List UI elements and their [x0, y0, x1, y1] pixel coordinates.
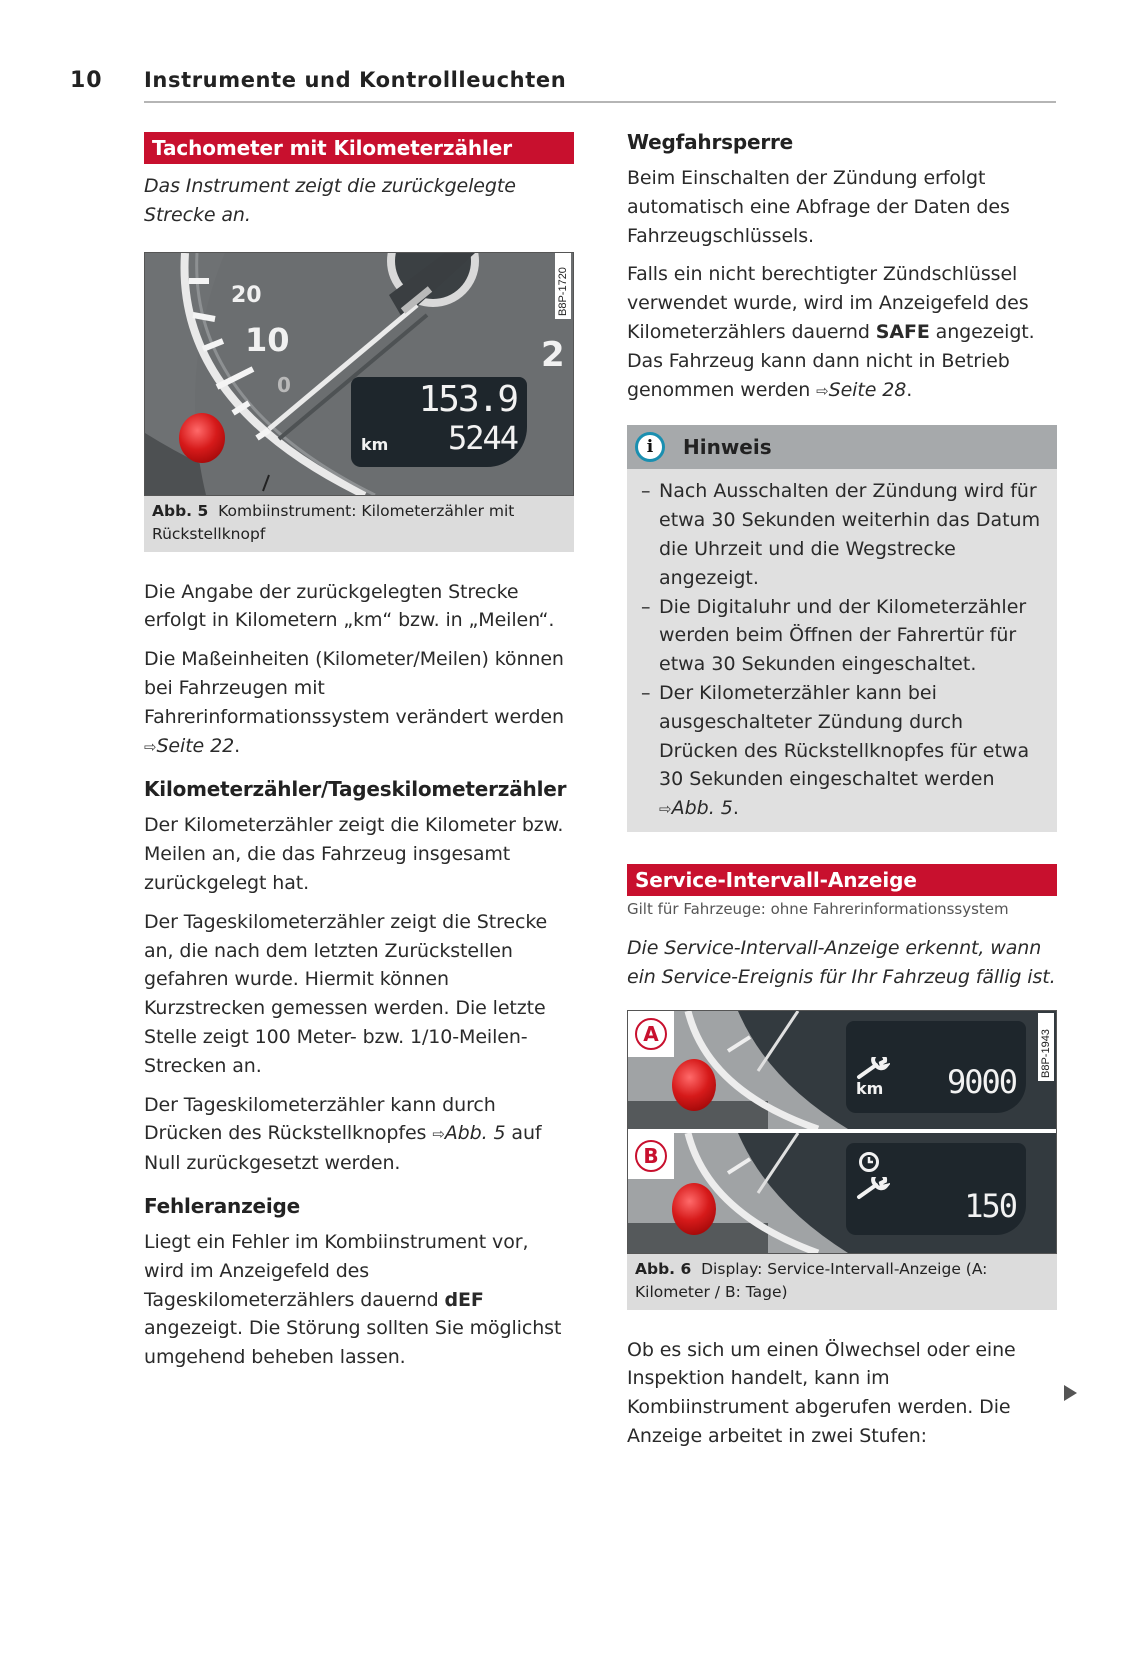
- note-list: [627, 469, 1057, 832]
- heading-error-display: Fehleranzeige: [144, 1193, 301, 1218]
- arrow-ref-icon: ⇨: [432, 1125, 445, 1144]
- paragraph-service-stages: Ob es sich um einen Ölwechsel oder eine Inspektion handelt, kann im Kombiinstrument abgerufen werden. Die Anzeige arbeitet in zwei Stufen:: [627, 1338, 1016, 1447]
- figure-code: B8P-1720: [555, 253, 571, 319]
- left-column: [144, 132, 574, 1372]
- note-title: Hinweis: [683, 435, 772, 460]
- heading-immobilizer: Wegfahrsperre: [627, 130, 794, 154]
- panel-a-badge: [628, 1011, 674, 1057]
- wrench-icon: [856, 1177, 890, 1201]
- info-icon: i: [635, 432, 665, 462]
- paragraph-immobilizer-check: Beim Einschalten der Zündung erfolgt automatisch eine Abfrage der Daten des Fahrzeugschlüssels.: [627, 167, 1010, 247]
- note-box: [627, 425, 1057, 832]
- service-display-b: [846, 1143, 1026, 1235]
- note-header: [627, 425, 1057, 469]
- paragraph-odometer: Der Kilometerzähler zeigt die Kilometer bzw. Meilen an, die das Fahrzeug insgesamt zurückgelegt hat.: [144, 814, 564, 894]
- note-item: – Nach Ausschalten der Zündung wird für etwa 30 Sekunden weiterhin das Datum die Uhrzeit und die Wegstrecke angezeigt.: [641, 477, 1047, 592]
- caption-label: Abb. 6: [635, 1259, 692, 1278]
- figure-ref-link[interactable]: Abb. 5: [671, 797, 733, 820]
- chapter-title: Instrumente und Kontrollleuchten: [144, 68, 567, 92]
- section-lead-service: Die Service-Intervall-Anzeige erkennt, wann ein Service-Ereignis für Ihr Fahrzeug fällig ist.: [627, 936, 1056, 988]
- paragraph-trip-odometer: Der Tageskilometerzähler zeigt die Strecke an, die nach dem letzten Zurückstellen gefahren wurde. Hiermit können Kurzstrecken gemessen werden. Die letzte Stelle zeigt 100 Meter- bzw. 1/10-Meilen-Strecken an.: [144, 910, 548, 1077]
- panel-a-label: A: [635, 1018, 667, 1050]
- reset-button-knob: [672, 1183, 716, 1235]
- gauge-label-20: 20: [231, 282, 262, 308]
- page-ref-link[interactable]: Seite 28: [828, 378, 907, 401]
- wrench-icon: [856, 1057, 890, 1081]
- paragraph-error-display: Liegt ein Fehler im Kombiinstrument vor, wird im Anzeigefeld des Tageskilometerzählers dauernd dEF angezeigt. Die Störung sollten Sie möglichst umgehend beheben lassen.: [144, 1230, 562, 1369]
- section-title-tachometer: Tachometer mit Kilometerzähler: [144, 132, 574, 164]
- note-item: – Der Kilometerzähler kann bei ausgeschalteter Zündung durch Drücken des Rückstellknopfes für etwa 30 Sekunden eingeschaltet werden ⇨Abb. 5.: [641, 679, 1047, 824]
- right-column: [627, 128, 1057, 1451]
- figure-caption-abb6: [627, 1254, 1057, 1310]
- panel-b-badge: [628, 1133, 674, 1179]
- heading-odometer: Kilometerzähler/Tageskilometerzähler: [144, 777, 567, 802]
- display-unit-km: km: [856, 1078, 884, 1098]
- arrow-ref-icon: ⇨: [816, 381, 829, 400]
- arrow-ref-icon: ⇨: [659, 800, 672, 819]
- reset-button-knob: [179, 413, 225, 463]
- figure-caption-abb5: [144, 496, 574, 552]
- caption-text: Display: Service-Intervall-Anzeige (A: Kilometer / B: Tage): [635, 1259, 988, 1301]
- gauge-label-2: 2: [541, 334, 565, 375]
- panel-a: [628, 1011, 1057, 1129]
- section-title-service: Service-Intervall-Anzeige: [627, 864, 1057, 896]
- caption-text: Kombiinstrument: Kilometerzähler mit Rückstellknopf: [152, 501, 515, 543]
- note-item: – Die Digitaluhr und der Kilometerzähler werden beim Öffnen der Fahrertür für etwa 30 Sekunden eingeschaltet.: [641, 593, 1047, 679]
- figure-ref-link[interactable]: Abb. 5: [444, 1122, 506, 1145]
- service-km-value: 9000: [946, 1062, 1016, 1101]
- odometer-value: 5244: [447, 418, 517, 457]
- paragraph-trip-reset: Der Tageskilometerzähler kann durch Drücken des Rückstellknopfes ⇨Abb. 5 auf Null zurückgesetzt werden.: [144, 1093, 542, 1175]
- caption-label: Abb. 5: [152, 501, 209, 520]
- error-code: dEF: [444, 1288, 484, 1311]
- trip-odometer-value: 153.9: [418, 378, 517, 420]
- panel-b: [628, 1133, 1057, 1253]
- section-lead: Das Instrument zeigt die zurückgelegte Strecke an.: [144, 175, 516, 226]
- page-number: 10: [70, 68, 103, 93]
- clock-icon: [858, 1151, 880, 1173]
- header-rule: [144, 101, 1056, 103]
- odometer-unit: km: [361, 434, 389, 454]
- panel-b-label: B: [635, 1140, 667, 1172]
- odometer-display: [351, 377, 527, 467]
- paragraph-units: Die Angabe der zurückgelegten Strecke erfolgt in Kilometern „km“ bzw. in „Meilen“.: [144, 580, 555, 632]
- paragraph-immobilizer-safe: Falls ein nicht berechtigter Zündschlüssel verwendet wurde, wird im Anzeigefeld des Kilometerzählers dauernd SAFE angezeigt. Das Fahrzeug kann dann nicht in Betrieb genommen werden ⇨Seite 28.: [627, 263, 1035, 401]
- gauge-label-10: 10: [245, 320, 290, 359]
- gauge-label-0: 0: [277, 372, 291, 397]
- page-ref-link[interactable]: Seite 22: [156, 734, 235, 757]
- next-page-arrow-icon: [1064, 1385, 1077, 1401]
- arrow-ref-icon: ⇨: [144, 737, 157, 756]
- figure-service-interval: [627, 1010, 1057, 1254]
- applies-to-note: Gilt für Fahrzeuge: ohne Fahrerinformationssystem: [627, 899, 1009, 918]
- safe-code: SAFE: [875, 320, 930, 343]
- service-days-value: 150: [964, 1186, 1016, 1225]
- figure-code: B8P-1943: [1038, 1013, 1054, 1081]
- service-display-a: [846, 1021, 1026, 1113]
- paragraph-units-change: Die Maßeinheiten (Kilometer/Meilen) können bei Fahrzeugen mit Fahrerinformationssystem verändert werden ⇨Seite 22.: [144, 648, 564, 757]
- figure-odometer: [144, 252, 574, 496]
- reset-button-knob: [672, 1059, 716, 1111]
